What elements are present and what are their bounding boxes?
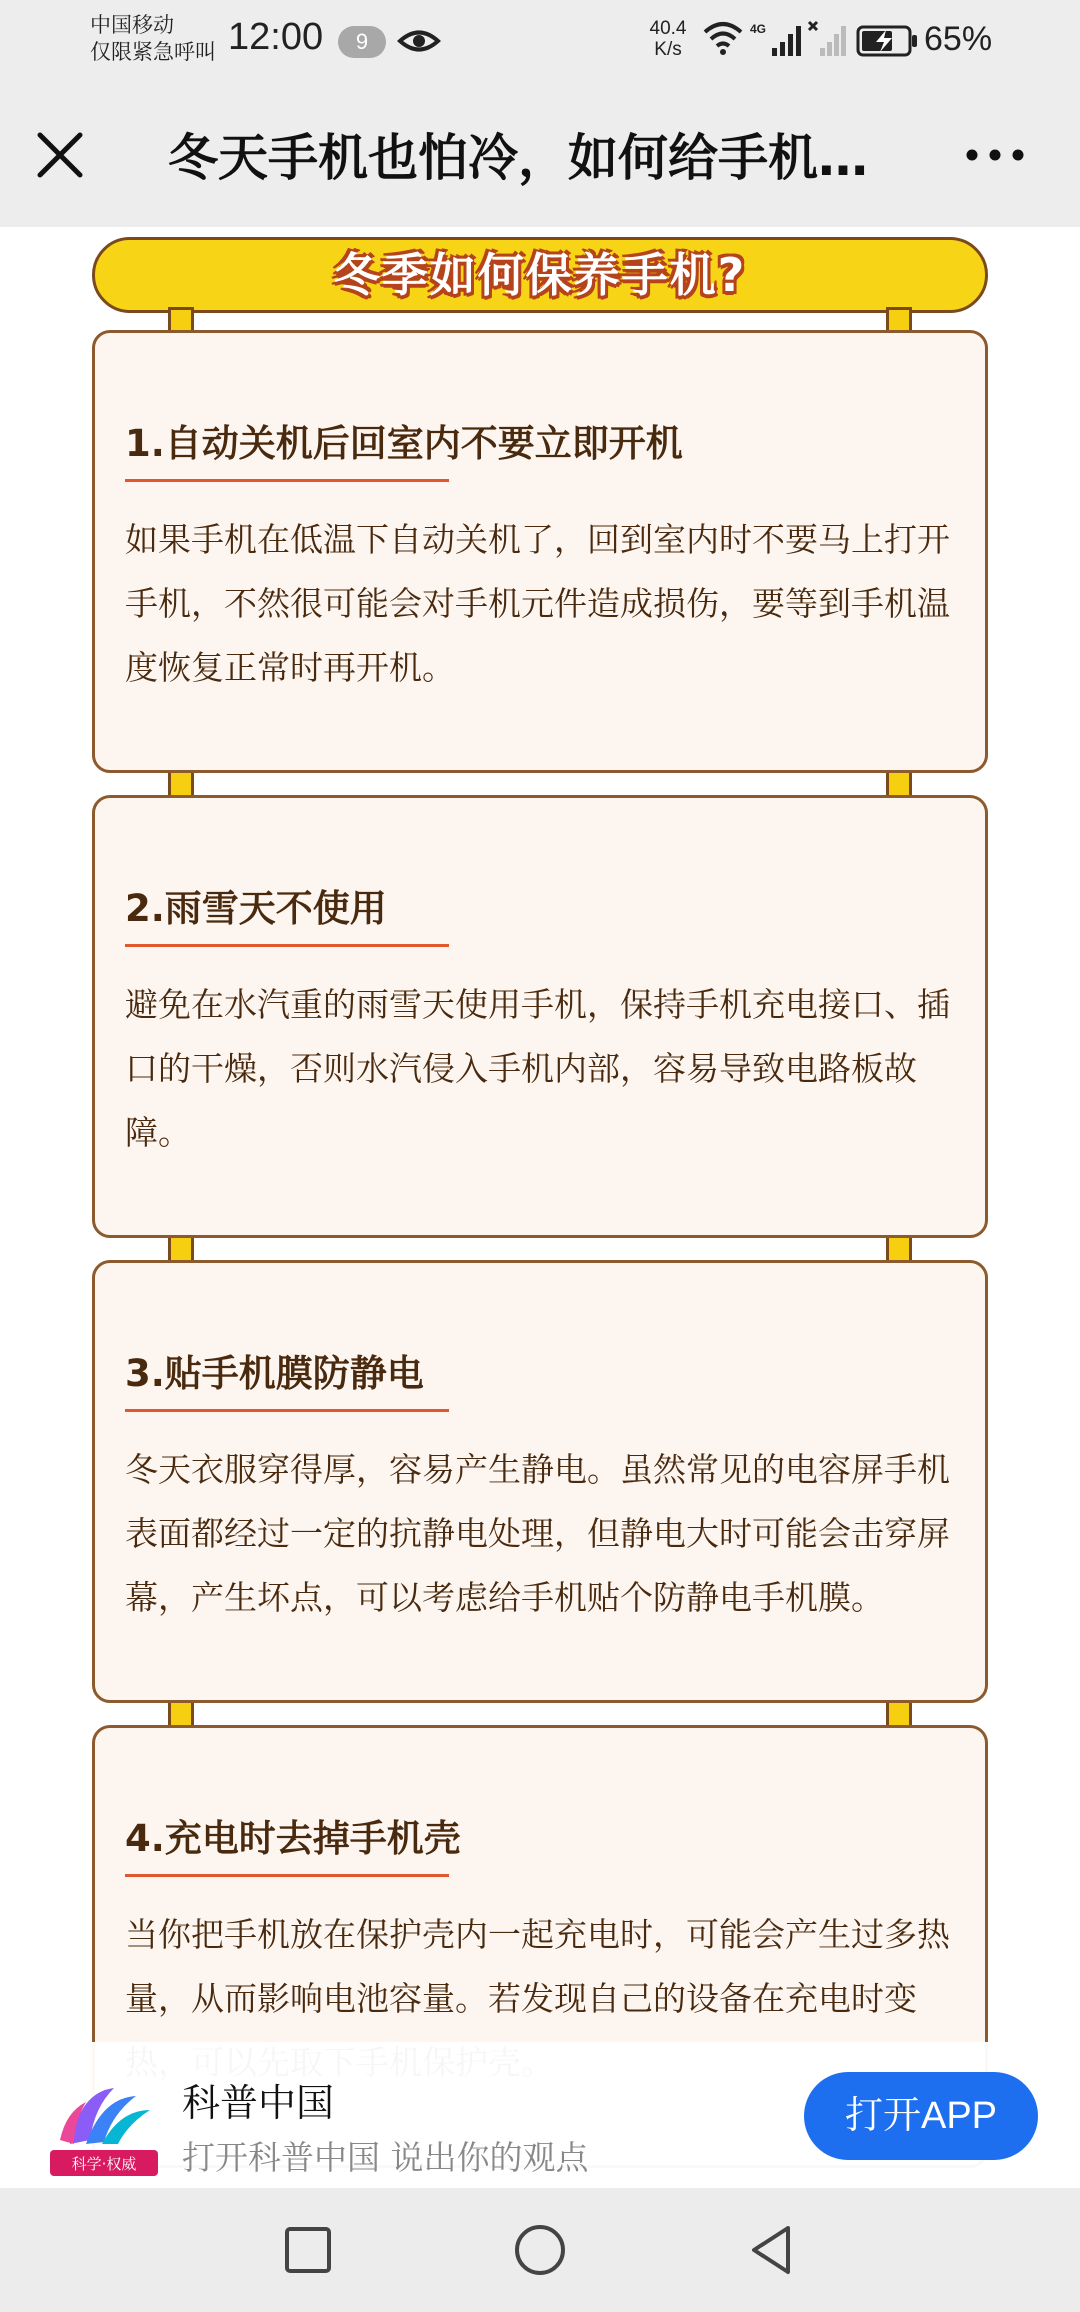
tip-card xyxy=(92,330,988,773)
emergency-calls-only: 仅限紧急呼叫 xyxy=(90,40,216,64)
network-type-label: 4G xyxy=(750,22,767,36)
system-nav-bar xyxy=(0,2188,1080,2312)
tip-title: 4.充电时去掉手机壳 xyxy=(125,1817,461,1860)
tip-title-underline xyxy=(125,1874,449,1877)
tip-body: 避免在水汽重的雨雪天使用手机，保持手机充电接口、插口的干燥，否则水汽侵入手机内部，容易导致电路板故障。 xyxy=(125,985,950,1152)
close-icon[interactable] xyxy=(30,125,90,185)
tip-title: 3.贴手机膜防静电 xyxy=(125,1352,424,1395)
tip-title: 2.雨雪天不使用 xyxy=(125,887,387,930)
app-promo-banner[interactable] xyxy=(0,2042,1080,2188)
home-icon[interactable] xyxy=(510,2220,570,2280)
status-bar xyxy=(0,0,1080,85)
carrier-info xyxy=(90,12,230,66)
article-content xyxy=(0,227,1080,2042)
tip-card xyxy=(92,1260,988,1703)
kepu-china-logo-icon xyxy=(50,2082,158,2176)
clock: 12:00 xyxy=(228,16,324,58)
back-icon[interactable] xyxy=(742,2220,802,2280)
network-speed xyxy=(644,18,692,60)
title-bar xyxy=(0,85,1080,227)
tip-body: 冬天衣服穿得厚，容易产生静电。虽然常见的电容屏手机表面都经过一定的抗静电处理，但静电大时可能会击穿屏幕，产生坏点，可以考虑给手机贴个防静电手机膜。 xyxy=(125,1450,950,1617)
battery-charging-icon xyxy=(856,24,918,58)
tip-title: 1.自动关机后回室内不要立即开机 xyxy=(125,422,683,465)
app-name: 科普中国 xyxy=(182,2081,335,2125)
tip-body: 如果手机在低温下自动关机了，回到室内时不要马上打开手机，不然很可能会对手机元件造成损伤，要等到手机温度恢复正常时再开机。 xyxy=(125,520,950,687)
recent-apps-icon[interactable] xyxy=(278,2220,338,2280)
logo-caption: 科学·权威 xyxy=(71,2155,137,2173)
wifi-icon xyxy=(702,20,744,56)
tip-body: 当你把手机放在保护壳内一起充电时，可能会产生过多热量，从而影响电池容量。若发现自己的设备在充电时变 xyxy=(125,1915,950,2018)
app-slogan: 打开科普中国 说出你的观点 xyxy=(182,2138,589,2177)
tip-title-underline xyxy=(125,479,449,482)
no-sim-signal-icon xyxy=(808,20,848,58)
tip-title-underline xyxy=(125,1409,449,1412)
banner-title: 冬季如何保养手机? xyxy=(333,248,747,302)
carrier-name: 中国移动 xyxy=(90,13,174,37)
notification-count-badge: 9 xyxy=(338,26,386,58)
tip-title-underline xyxy=(125,944,449,947)
network-speed-unit: K/s xyxy=(654,39,682,60)
cellular-signal-icon xyxy=(750,20,802,58)
battery-percent: 65% xyxy=(924,20,993,58)
more-options-icon[interactable] xyxy=(960,135,1030,175)
tip-card xyxy=(92,795,988,1238)
open-app-button[interactable]: 打开APP xyxy=(804,2072,1038,2160)
eye-comfort-icon xyxy=(398,24,440,58)
section-banner xyxy=(92,237,988,313)
network-speed-value: 40.4 xyxy=(649,18,687,39)
page-title: 冬天手机也怕冷，如何给手机… xyxy=(168,129,868,187)
